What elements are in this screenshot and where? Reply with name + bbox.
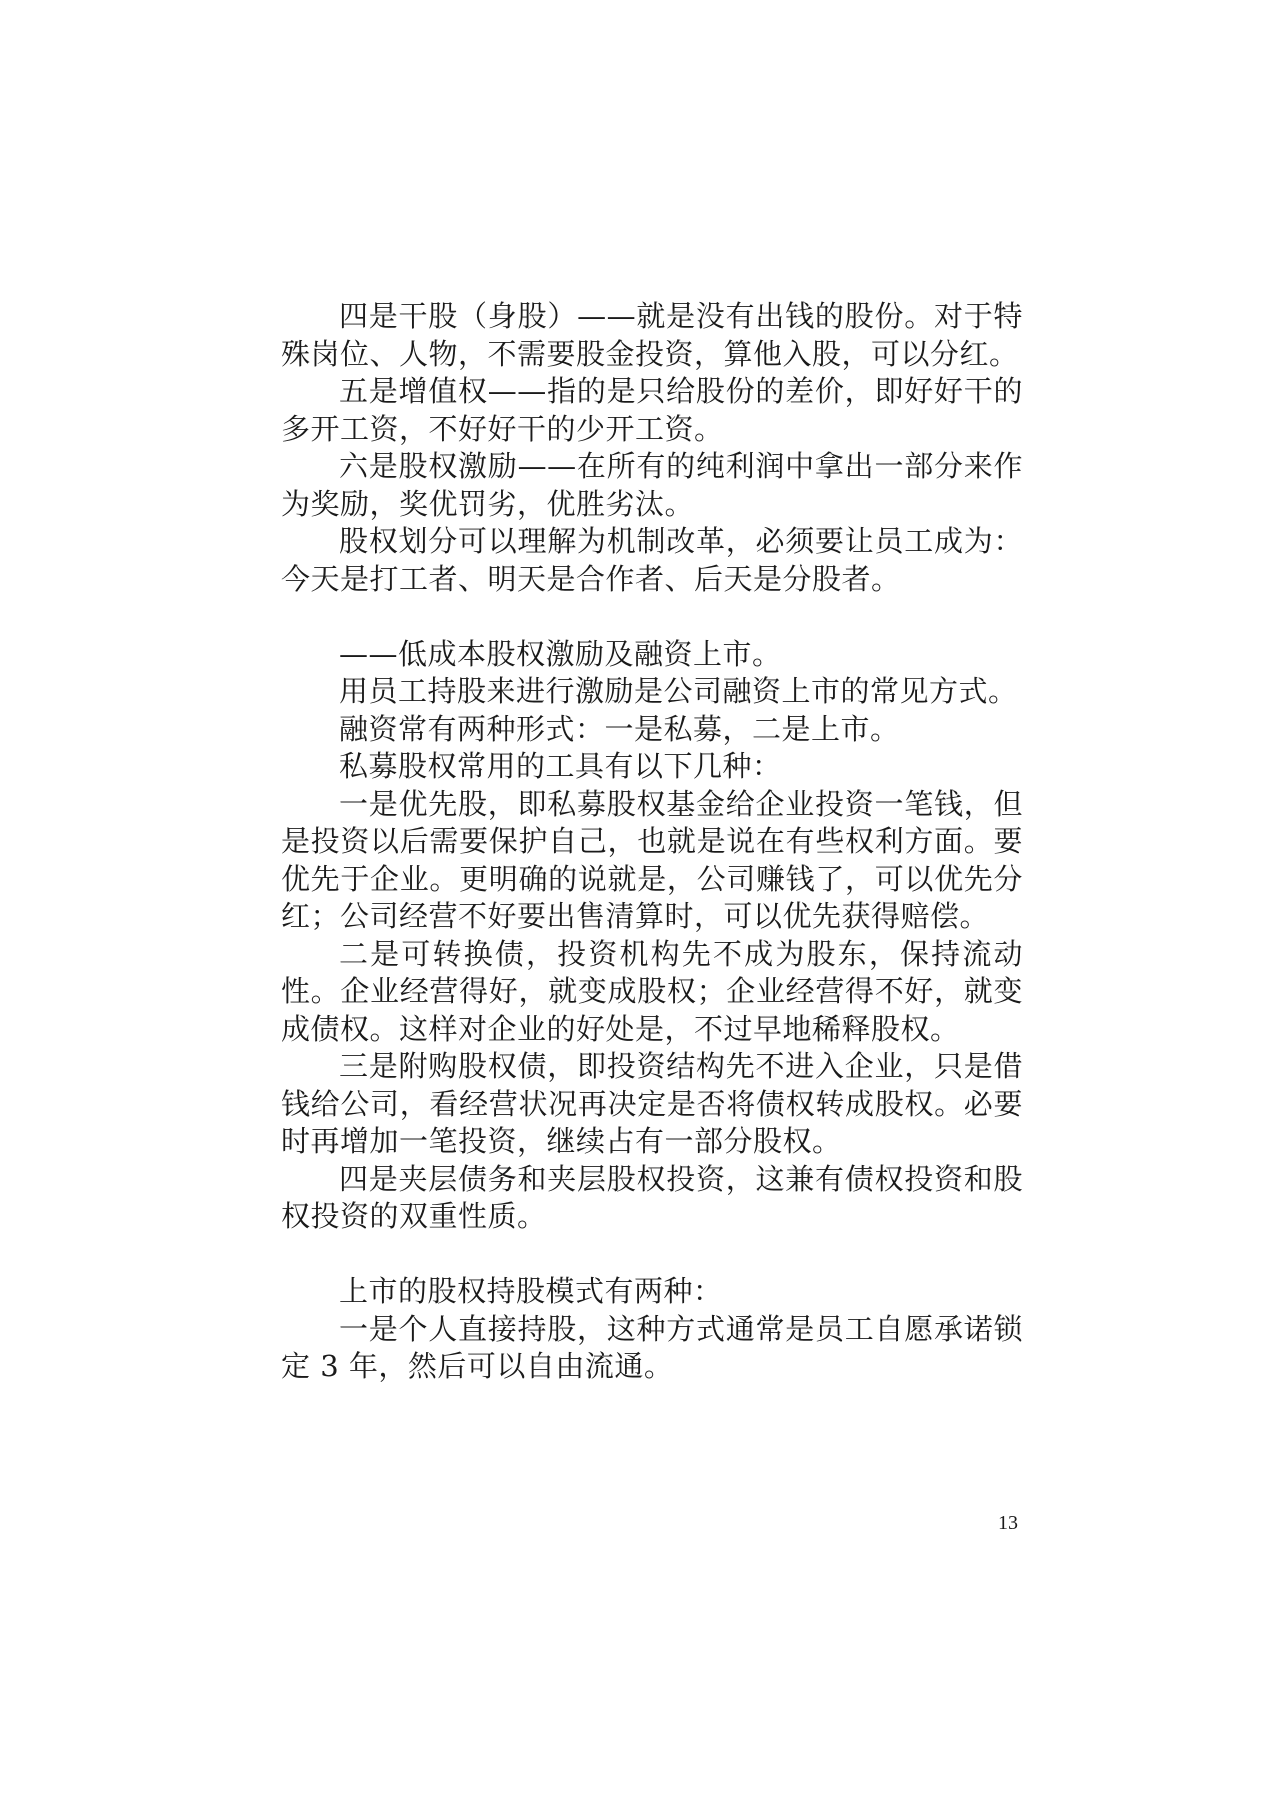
paragraph: 私募股权常用的工具有以下几种： — [339, 749, 782, 783]
paragraph: 四是干股（身股）——就是没有出钱的股份。对于特殊岗位、人物，不需要股金投资，算他入股，可以分红。 — [281, 299, 1023, 371]
paragraph: 三是附购股权债，即投资结构先不进入企业，只是借钱给公司，看经营状况再决定是否将债权转成股权。必要时再增加一笔投资，继续占有一部分股权。 — [281, 1049, 1023, 1158]
paragraph-gap — [281, 598, 1023, 636]
paragraph: 六是股权激励——在所有的纯利润中拿出一部分来作为奖励，奖优罚劣，优胜劣汰。 — [281, 449, 1023, 521]
paragraph: 二是可转换债，投资机构先不成为股东，保持流动性。企业经营得好，就变成股权；企业经营得不好，就变成债权。这样对企业的好处是，不过早地稀释股权。 — [281, 936, 1023, 1046]
section-heading: ——低成本股权激励及融资上市。 — [339, 636, 782, 671]
paragraph: 四是夹层债务和夹层股权投资，这兼有债权投资和股权投资的双重性质。 — [281, 1161, 1023, 1233]
paragraph: 五是增值权——指的是只给股份的差价，即好好干的多开工资，不好好干的少开工资。 — [281, 374, 1023, 446]
paragraph: 用员工持股来进行激励是公司融资上市的常见方式。 — [339, 674, 1018, 708]
paragraph: 融资常有两种形式：一是私募，二是上市。 — [339, 711, 900, 746]
page-number: 13 — [998, 1512, 1018, 1534]
paragraph-gap — [281, 1236, 1023, 1274]
paragraph: 股权划分可以理解为机制改革，必须要让员工成为：今天是打工者、明天是合作者、后天是分股者。 — [281, 524, 1023, 596]
paragraph: 上市的股权持股模式有两种： — [339, 1274, 723, 1308]
paragraph: 一是优先股，即私募股权基金给企业投资一笔钱，但是投资以后需要保护自己，也就是说在有些权利方面。要优先于企业。更明确的说就是，公司赚钱了，可以优先分红；公司经营不好要出售清算时，可以优先获得赔偿。 — [281, 786, 1023, 933]
body-text — [281, 298, 1023, 1386]
paragraph: 一是个人直接持股，这种方式通常是员工自愿承诺锁定 3 年，然后可以自由流通。 — [281, 1311, 1023, 1383]
